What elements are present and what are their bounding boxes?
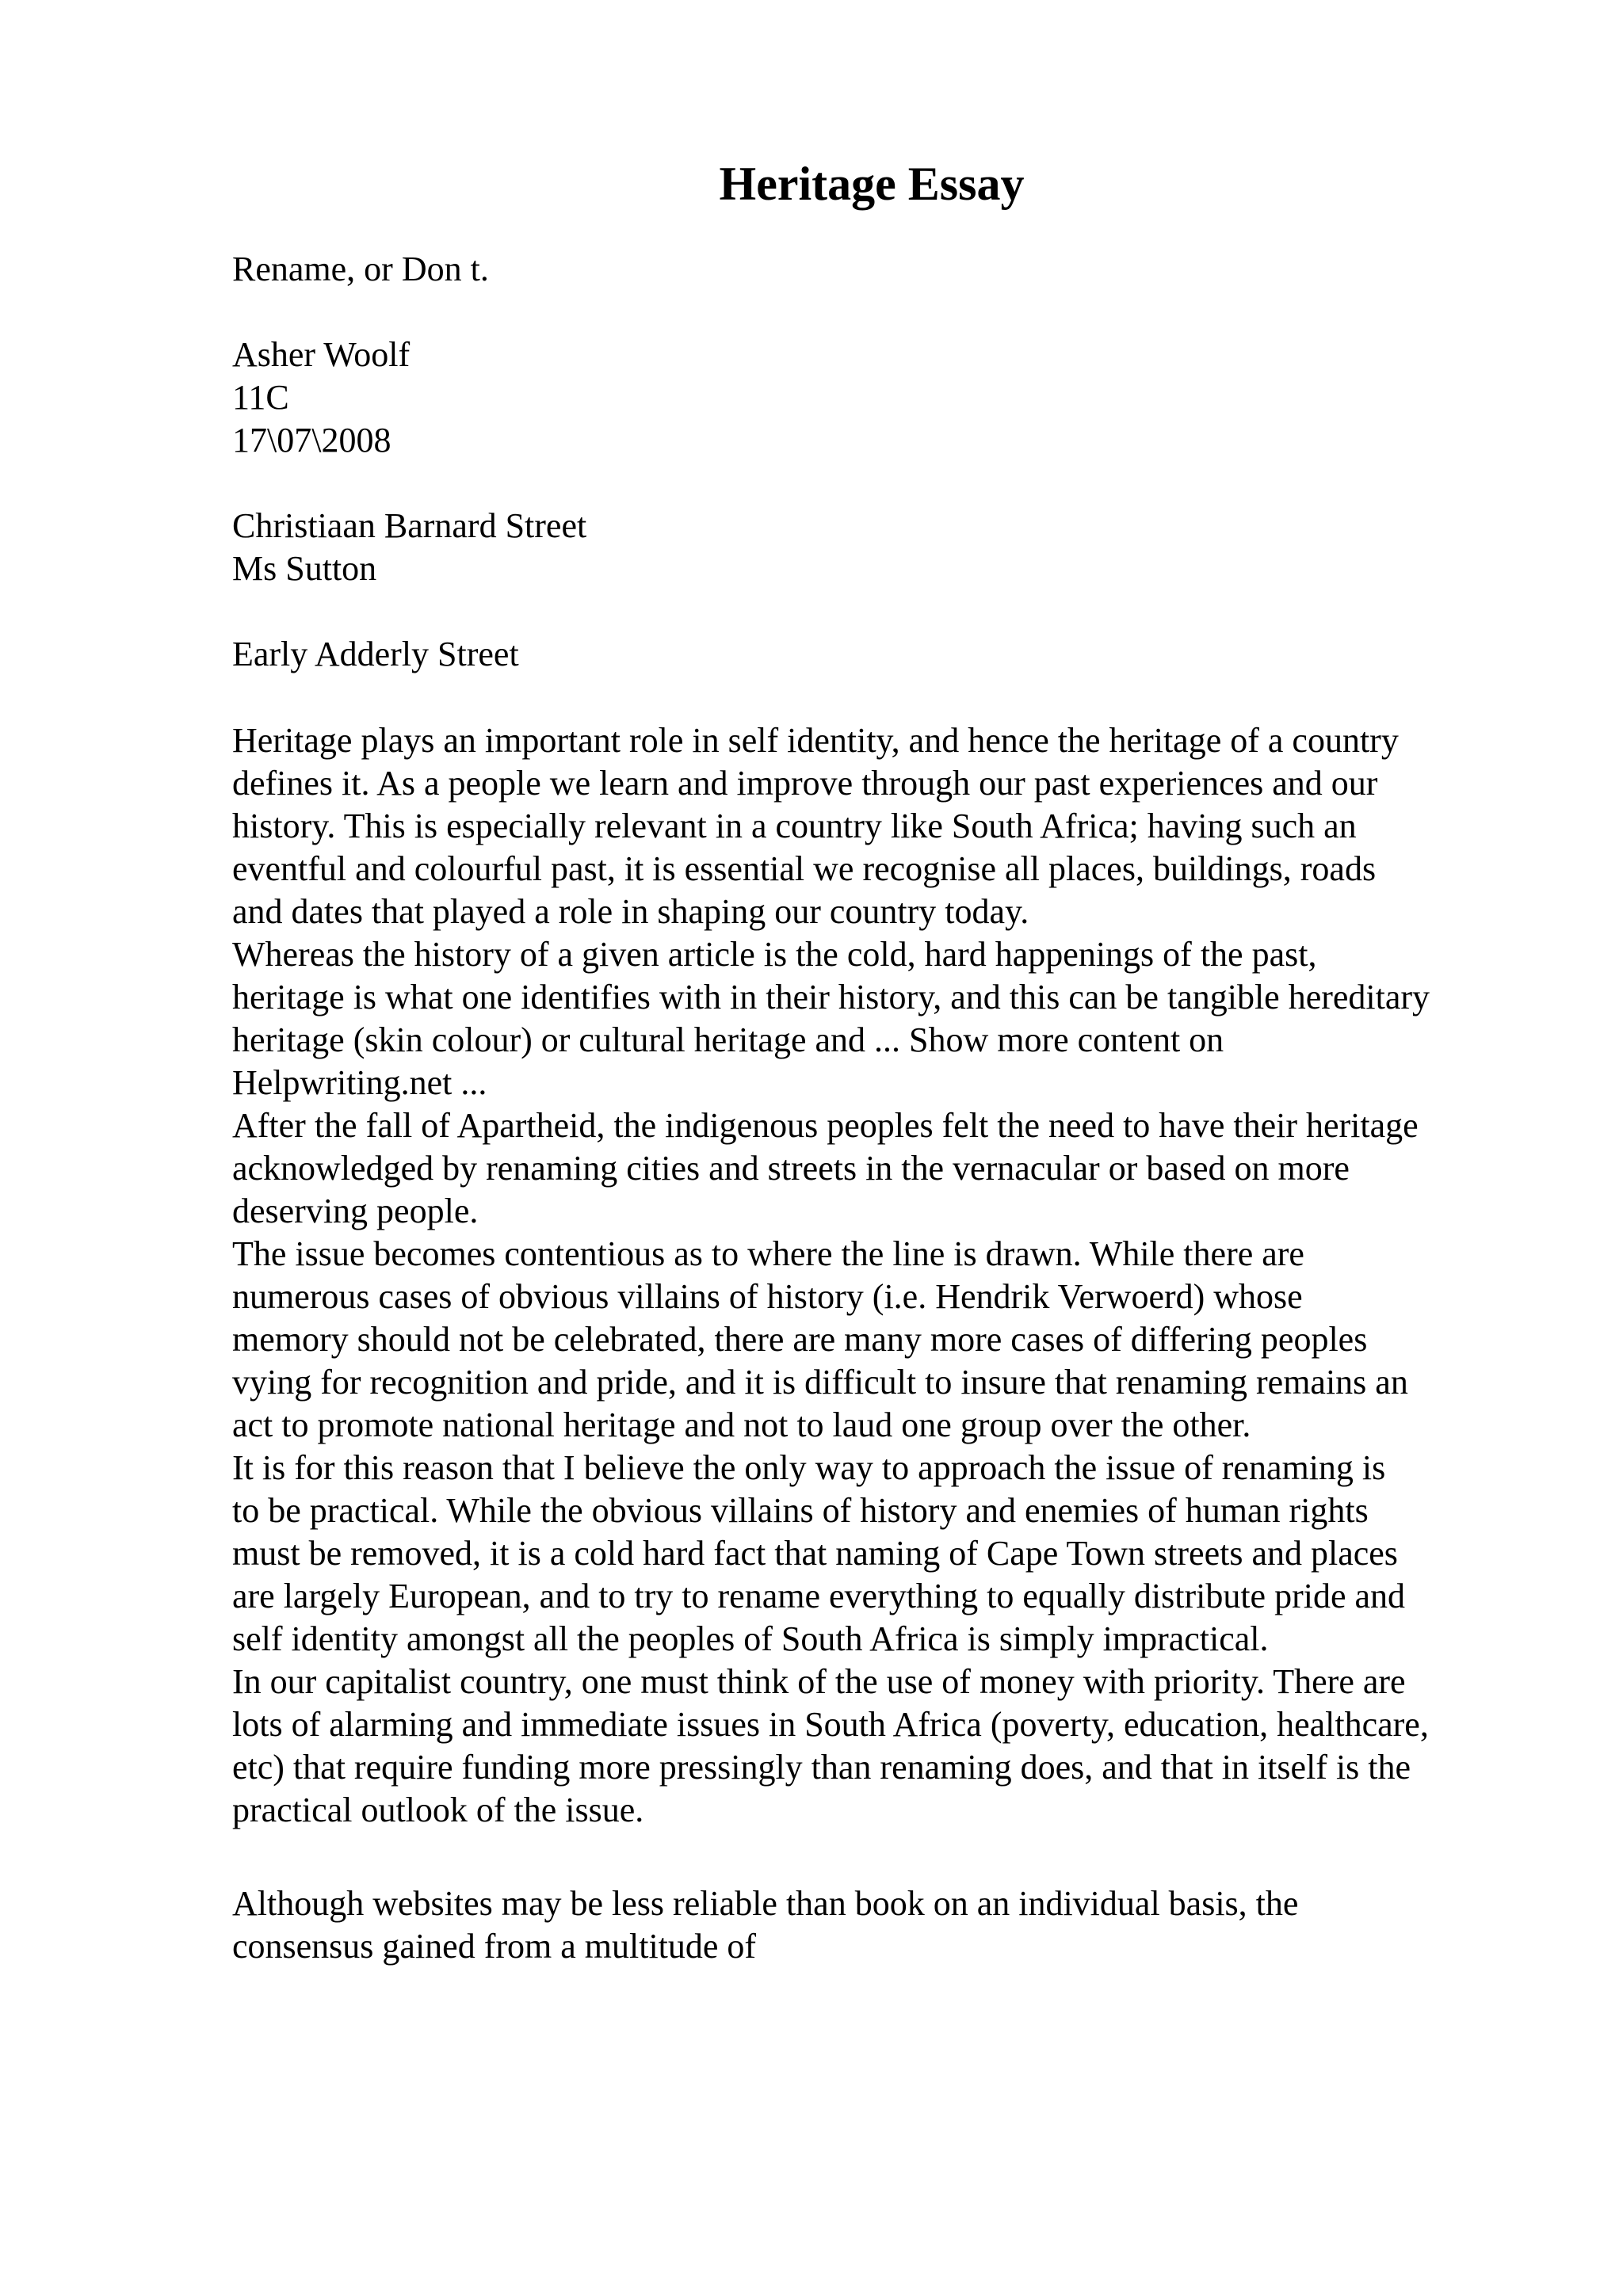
body-line: heritage is what one identifies with in their history, and this can be tangible hereditary <box>232 978 1430 1016</box>
body-line: history. This is especially relevant in a country like South Africa; having such an <box>232 807 1357 845</box>
author-class: 11C <box>232 378 289 417</box>
body-line: It is for this reason that I believe the only way to approach the issue of renaming is <box>232 1448 1386 1487</box>
body-line: vying for recognition and pride, and it is difficult to insure that renaming remains an <box>232 1363 1408 1402</box>
body-line: eventful and colourful past, it is essential we recognise all places, buildings, roads <box>232 849 1377 888</box>
closing-paragraph <box>232 1882 1298 1968</box>
closing-line: consensus gained from a multitude of <box>232 1927 757 1966</box>
body-line: practical outlook of the issue. <box>232 1791 644 1829</box>
body-line: heritage (skin colour) or cultural heritage and ... Show more content on <box>232 1020 1224 1059</box>
body-line: After the fall of Apartheid, the indigenous peoples felt the need to have their heritage <box>232 1106 1419 1145</box>
body-line: numerous cases of obvious villains of history (i.e. Hendrik Verwoerd) whose <box>232 1277 1303 1316</box>
body-line: Helpwriting.net ... <box>232 1063 487 1102</box>
address-extra: Early Adderly Street <box>232 635 519 673</box>
body-line: Heritage plays an important role in self identity, and hence the heritage of a country <box>232 721 1399 760</box>
author-block <box>232 334 410 462</box>
address-line: Ms Sutton <box>232 549 377 588</box>
body-line: must be removed, it is a cold hard fact that naming of Cape Town streets and places <box>232 1534 1398 1573</box>
body-line: and dates that played a role in shaping our country today. <box>232 892 1029 931</box>
body-line: In our capitalist country, one must think of the use of money with priority. There are <box>232 1662 1406 1701</box>
body-line: deserving people. <box>232 1192 479 1230</box>
body-line: defines it. As a people we learn and improve through our past experiences and our <box>232 764 1378 803</box>
body-line: act to promote national heritage and not to laud one group over the other. <box>232 1405 1251 1444</box>
body-line: Whereas the history of a given article is the cold, hard happenings of the past, <box>232 935 1317 974</box>
closing-line: Although websites may be less reliable than book on an individual basis, the <box>232 1884 1299 1923</box>
body-line: are largely European, and to try to rename everything to equally distribute pride and <box>232 1577 1406 1615</box>
body-line: etc) that require funding more pressingly than renaming does, and that in itself is the <box>232 1748 1411 1787</box>
author-name: Asher Woolf <box>232 335 411 374</box>
essay-body <box>232 719 1430 1832</box>
page-title: Heritage Essay <box>719 158 1025 210</box>
body-line: memory should not be celebrated, there are many more cases of differing peoples <box>232 1320 1368 1359</box>
essay-subtitle: Rename, or Don t. <box>232 250 489 288</box>
body-line: self identity amongst all the peoples of South Africa is simply impractical. <box>232 1619 1269 1658</box>
body-line: lots of alarming and immediate issues in South Africa (poverty, education, healthcare, <box>232 1705 1429 1744</box>
body-line: The issue becomes contentious as to where the line is drawn. While there are <box>232 1234 1304 1273</box>
author-date: 17\07\2008 <box>232 421 391 460</box>
body-line: acknowledged by renaming cities and streets in the vernacular or based on more <box>232 1149 1350 1188</box>
address-line: Christiaan Barnard Street <box>232 506 587 545</box>
body-line: to be practical. While the obvious villains of history and enemies of human rights <box>232 1491 1369 1530</box>
address-block <box>232 505 586 590</box>
